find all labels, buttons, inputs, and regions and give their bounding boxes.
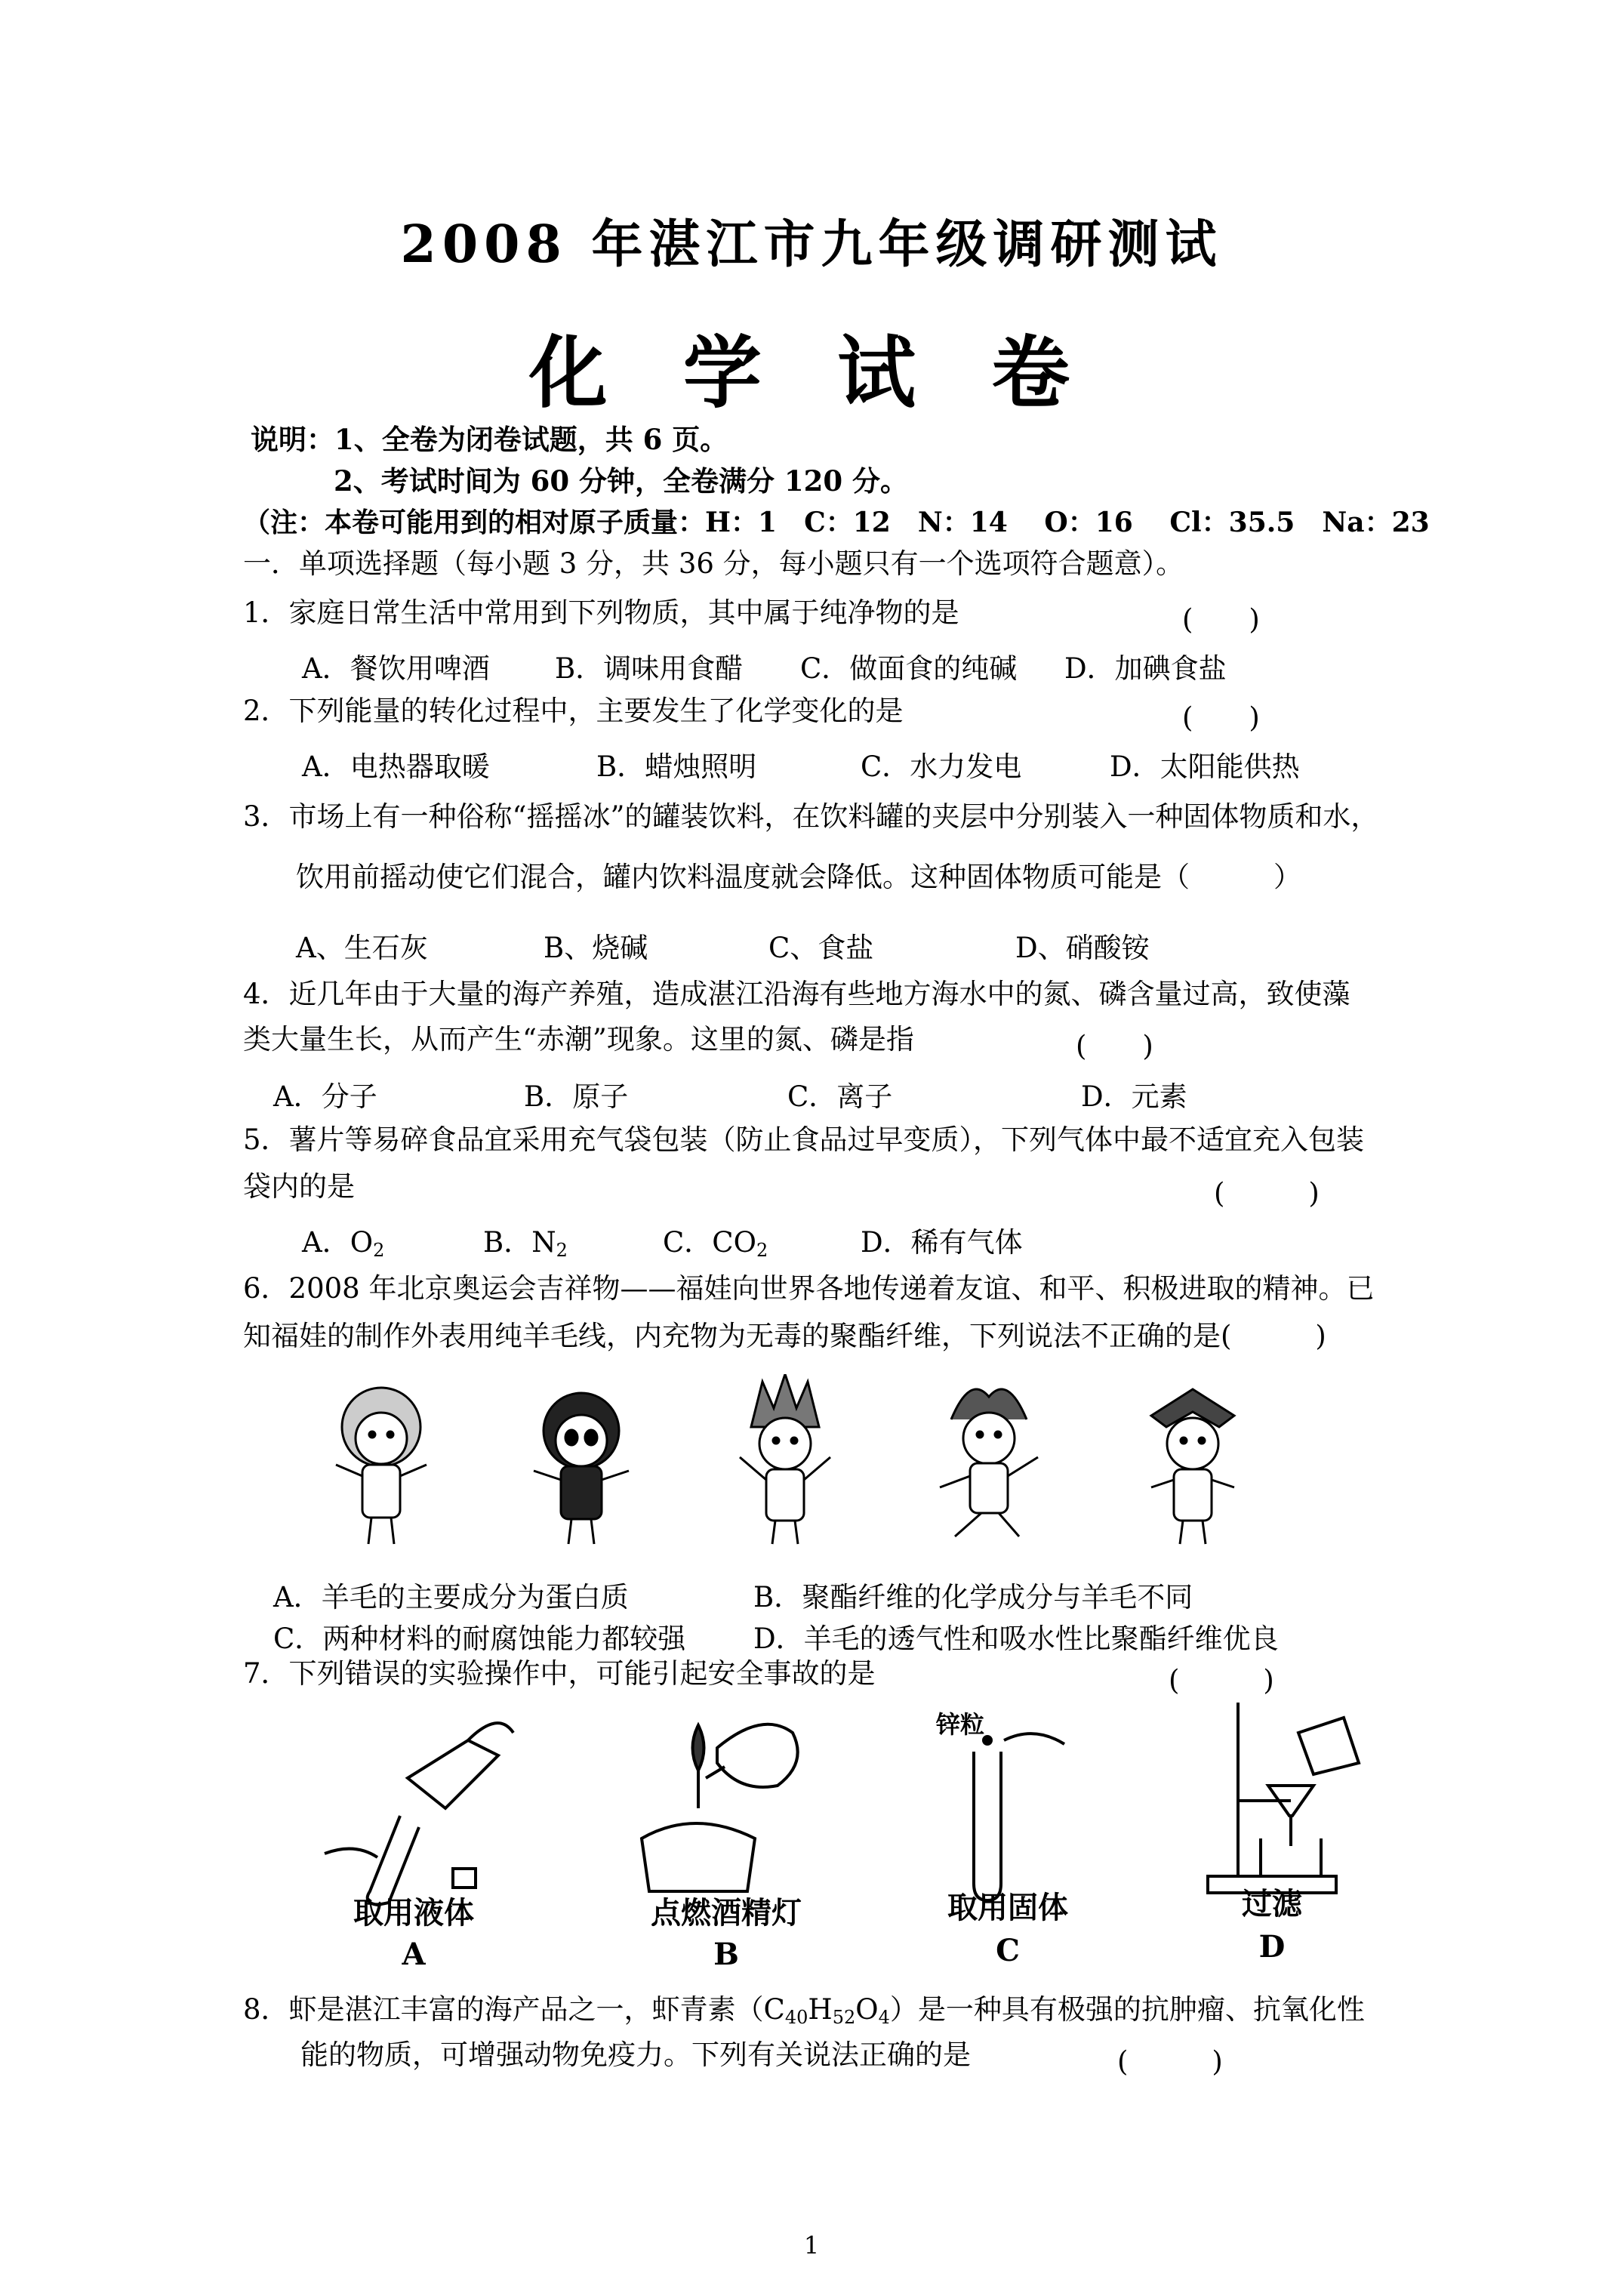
q5-option-d: D．稀有气体 [861, 1226, 1023, 1259]
alcohol-lamp-icon [642, 1724, 798, 1891]
q3-option-a: A、生石灰 [296, 932, 428, 964]
q4-option-d: D．元素 [1081, 1080, 1187, 1113]
q4-answer-bracket: ( ) [1076, 1030, 1153, 1062]
q4-option-b: B．原子 [524, 1080, 629, 1113]
q6-stem-line-1: 6．2008 年北京奥运会吉祥物——福娃向世界各地传递着友谊、和平、积极进取的精神。已 [243, 1272, 1375, 1305]
q2-option-b: B．蜡烛照明 [596, 750, 757, 783]
q3-option-c: C、食盐 [768, 932, 874, 964]
taking-solid-icon [974, 1734, 1064, 1900]
lab-operations-figure [317, 1703, 1404, 1906]
q8-answer-bracket: ( ) [1117, 2045, 1223, 2078]
q6-stem-line-2: 知福娃的制作外表用纯羊毛线，内充物为无毒的聚酯纤维，下列说法不正确的是( ) [243, 1320, 1326, 1352]
page-number: 1 [803, 2231, 820, 2260]
note-line-3: （注：本卷可能用到的相对原子质量：H：1 C：12 N：14 O：16 Cl：35.5 Na：23 [243, 507, 1430, 538]
note-line-1: 说明：1、全卷为闭卷试题，共 6 页。 [251, 423, 728, 456]
q2-answer-bracket: ( ) [1182, 701, 1260, 734]
filtration-icon [1208, 1703, 1359, 1893]
zinc-granule-label: 锌粒 [936, 1710, 985, 1739]
exam-subject-title: 化 学 试 卷 [528, 326, 1095, 419]
figure-letter-d: D [1258, 1929, 1286, 1965]
q5-option-c: C．$CO_2$ [663, 1226, 768, 1261]
section-heading: 一．单项选择题（每小题 3 分，共 36 分，每小题只有一个选项符合题意）。 [243, 547, 1184, 580]
q2-stem: 2．下列能量的转化过程中，主要发生了化学变化的是 [243, 695, 904, 727]
pouring-liquid-icon [325, 1723, 513, 1905]
q1-stem: 1．家庭日常生活中常用到下列物质，其中属于纯净物的是 [243, 596, 959, 629]
mascot-jingjing-icon [534, 1393, 629, 1544]
q3-option-d: D、硝酸铵 [1015, 932, 1150, 964]
q8-stem-line-1: 8．虾是湛江丰富的海产品之一，虾青素$(C_{40}H_{52}O_4)$是一种具有极强的抗肿瘤、抗氧化性 [243, 1993, 1365, 2028]
caption-d: 过滤 [1242, 1886, 1302, 1922]
q1-option-b: B．调味用食醋 [555, 652, 744, 685]
q5-stem-line-2: 袋内的是 [243, 1170, 355, 1203]
mascot-huanhuan-icon [740, 1374, 830, 1544]
mascot-beibei-icon [336, 1388, 427, 1544]
mascot-nini-icon [1151, 1389, 1234, 1544]
q6-option-b: B．聚酯纤维的化学成分与羊毛不同 [753, 1581, 1193, 1613]
figure-letter-b: B [713, 1937, 739, 1972]
mascot-yingying-icon [940, 1389, 1038, 1536]
q8-stem-line-2: 能的物质，可增强动物免疫力。下列有关说法正确的是 [300, 2039, 971, 2071]
q5-option-a: A．$O_2$ [302, 1226, 385, 1261]
caption-a: 取用液体 [353, 1895, 474, 1931]
fuwa-mascots-figure [302, 1374, 1419, 1555]
q4-option-a: A．分子 [273, 1080, 377, 1113]
q1-option-c: C．做面食的纯碱 [800, 652, 1018, 685]
q1-answer-bracket: ( ) [1182, 603, 1260, 636]
q1-option-a: A．餐饮用啤酒 [302, 652, 490, 685]
exam-title: 2008 年湛江市九年级调研测试 [400, 214, 1223, 275]
q4-option-c: C．离子 [787, 1080, 893, 1113]
q3-stem-line-2: 饮用前摇动使它们混合，罐内饮料温度就会降低。这种固体物质可能是（ ） [296, 861, 1301, 893]
q6-option-a: A．羊毛的主要成分为蛋白质 [273, 1581, 629, 1613]
q7-answer-bracket: ( ) [1169, 1664, 1274, 1697]
caption-b: 点燃酒精灯 [651, 1895, 802, 1931]
q2-option-c: C．水力发电 [861, 750, 1022, 783]
q2-option-a: A．电热器取暖 [302, 750, 490, 783]
q6-option-d: D．羊毛的透气性和吸水性比聚酯纤维优良 [753, 1623, 1279, 1655]
caption-c: 取用固体 [947, 1890, 1068, 1925]
q2-option-d: D．太阳能供热 [1110, 750, 1300, 783]
figure-letter-c: C [996, 1933, 1020, 1968]
q7-stem: 7．下列错误的实验操作中，可能引起安全事故的是 [243, 1657, 876, 1690]
q4-stem-line-2: 类大量生长，从而产生“赤潮”现象。这里的氮、磷是指 [243, 1023, 914, 1056]
figure-letter-a: A [402, 1937, 426, 1972]
note-line-2: 2、考试时间为 60 分钟，全卷满分 120 分。 [334, 464, 908, 498]
q5-answer-bracket: ( ) [1214, 1177, 1320, 1210]
q3-option-b: B、烧碱 [544, 932, 648, 964]
q4-stem-line-1: 4．近几年由于大量的海产养殖，造成湛江沿海有些地方海水中的氮、磷含量过高，致使藻 [243, 978, 1350, 1010]
q5-option-b: B．$N_2$ [483, 1226, 568, 1261]
q1-option-d: D．加碘食盐 [1064, 652, 1227, 685]
q6-option-c: C．两种材料的耐腐蚀能力都较强 [273, 1623, 686, 1655]
q5-stem-line-1: 5．薯片等易碎食品宜采用充气袋包装（防止食品过早变质），下列气体中最不适宜充入包装 [243, 1123, 1365, 1156]
q3-stem-line-1: 3．市场上有一种俗称“摇摇冰”的罐装饮料，在饮料罐的夹层中分别装入一种固体物质和水， [243, 800, 1379, 833]
